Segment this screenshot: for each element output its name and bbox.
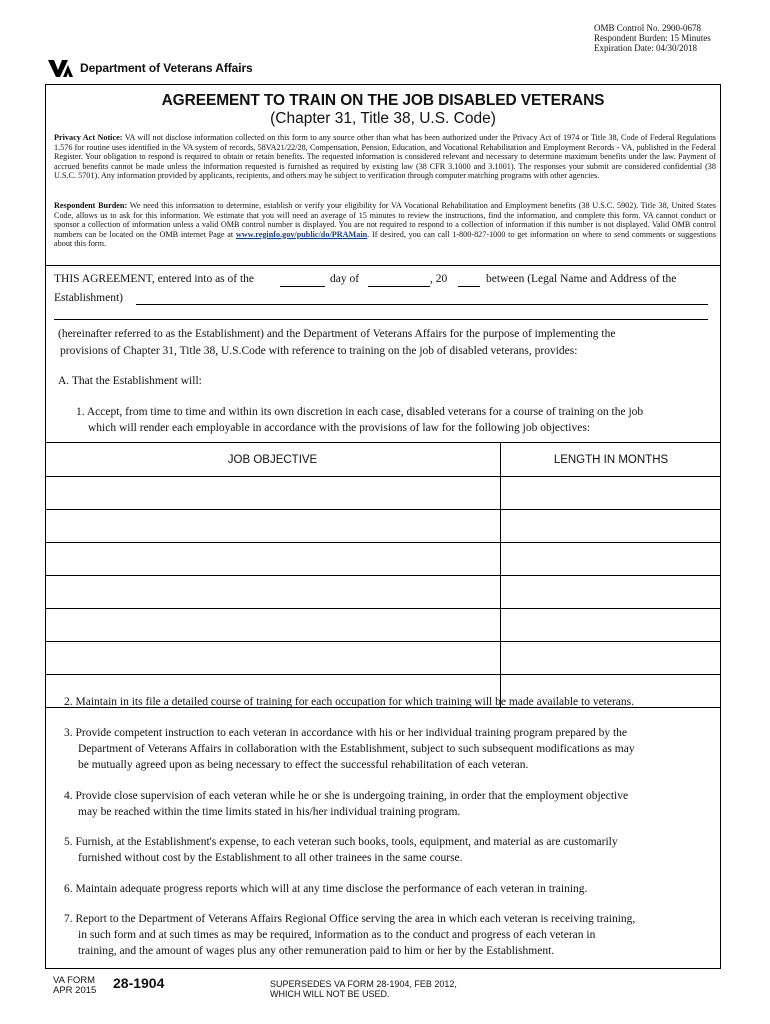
burden-text-2: . If desired, you can call 1-800-827-1000 to get information on where to send comments or suggestions about this form.	[54, 229, 716, 248]
hereinafter-line-1: (hereinafter referred to as the Establishment) and the Department of Veterans Affairs for the purpose of implementing the	[58, 328, 616, 340]
agreement-intro: THIS AGREEMENT, entered into as of the	[54, 273, 255, 285]
respondent-burden-notice	[54, 201, 716, 249]
item-1-line-2: which will render each employable in accordance with the provisions of law for the following job objectives:	[88, 422, 591, 434]
column-length-in-months: LENGTH IN MONTHS	[501, 443, 722, 477]
form-subtitle: (Chapter 31, Title 38, U.S. Code)	[270, 110, 496, 127]
item-1-line-1: 1. Accept, from time to time and within its own discretion in each case, disabled veterans for a course of training on the job	[76, 406, 644, 418]
divider	[45, 265, 721, 266]
item-3-line-2: Department of Veterans Affairs in collaboration with the Establishment, subject to such subsequent modifications as may	[78, 743, 635, 755]
day-field[interactable]	[280, 286, 325, 287]
job-objective-cell[interactable]	[45, 543, 501, 576]
item-2: 2. Maintain in its file a detailed course of training for each occupation for which training will be made available to veterans.	[64, 696, 635, 708]
length-cell[interactable]	[501, 609, 722, 642]
item-6: 6. Maintain adequate progress reports which will at any time disclose the performance of each veteran in training.	[64, 883, 588, 895]
privacy-label: Privacy Act Notice:	[54, 133, 123, 142]
table-row	[45, 642, 721, 675]
form-title: AGREEMENT TO TRAIN ON THE JOB DISABLED VETERANS	[161, 92, 605, 109]
job-objective-cell[interactable]	[45, 609, 501, 642]
table-row	[45, 477, 721, 510]
section-a-heading: A. That the Establishment will:	[58, 375, 202, 387]
supersedes-notice	[270, 979, 457, 999]
footer-form-label	[53, 976, 96, 996]
hereinafter-line-2: provisions of Chapter 31, Title 38, U.S.Code with reference to training on the job of disabled veterans, provides:	[60, 345, 578, 357]
length-cell[interactable]	[501, 543, 722, 576]
length-cell[interactable]	[501, 510, 722, 543]
job-objective-table	[45, 442, 721, 708]
expiration-date: Expiration Date: 04/30/2018	[594, 43, 697, 53]
va-form-label: VA FORM	[53, 975, 96, 986]
item-7-line-2: in such form and at such times as may be required, information as to the conduct and progress of each veteran in	[78, 929, 596, 941]
job-objective-cell[interactable]	[45, 576, 501, 609]
length-cell[interactable]	[501, 477, 722, 510]
job-objective-cell[interactable]	[45, 642, 501, 675]
establishment-label: Establishment)	[54, 292, 123, 304]
table-row	[45, 510, 721, 543]
item-3-line-1: 3. Provide competent instruction to each veteran in accordance with his or her individual training program prepared by the	[64, 727, 627, 739]
omb-info	[594, 23, 711, 53]
table-row	[45, 609, 721, 642]
item-4-line-1: 4. Provide close supervision of each veteran while he or she is undergoing training, in order that the employment objective	[64, 790, 629, 802]
job-objective-cell[interactable]	[45, 510, 501, 543]
reginfo-link[interactable]: www.reginfo.gov/public/do/PRAMain	[235, 229, 368, 239]
privacy-act-notice	[54, 133, 716, 181]
establishment-address-field[interactable]	[54, 319, 708, 320]
va-logo	[47, 58, 253, 78]
item-5-line-1: 5. Furnish, at the Establishment's expense, to each veteran such books, tools, equipment, and material as are customarily	[64, 836, 618, 848]
va-seal-icon	[47, 58, 75, 78]
supersedes-line-2: WHICH WILL NOT BE USED.	[270, 989, 390, 999]
form-number: 28-1904	[113, 975, 165, 991]
burden-text-1: We need this information to determine, establish or verify your eligibility for VA Vocational Rehabilitation and Employment benefits (38 U.S.C. 5902). Title 38, United States Code, allows us to ask for this information. We estimate that you will need an average of 15 minutes to review the instructions, find the information, and complete this form. VA cannot conduct or sponsor a collection of information unless a valid OMB control number is displayed. You are not required to respond to a collection of information if this number is not displayed. Valid OMB control numbers can be located on the OMB internet Page at	[54, 201, 716, 239]
establishment-name-field[interactable]	[136, 304, 708, 305]
table-row	[45, 543, 721, 576]
omb-control-number: OMB Control No. 2900-0678	[594, 23, 702, 33]
length-cell[interactable]	[501, 576, 722, 609]
department-name: Department of Veterans Affairs	[80, 61, 253, 75]
form-date: APR 2015	[53, 985, 97, 996]
burden-label: Respondent Burden:	[54, 201, 128, 210]
column-job-objective: JOB OBJECTIVE	[45, 443, 501, 477]
item-3-line-3: be mutually agreed upon as being necessary to effect the successful rehabilitation of each veteran.	[78, 759, 529, 771]
item-7-line-1: 7. Report to the Department of Veterans Affairs Regional Office serving the area in which each veteran is receiving training,	[64, 913, 636, 925]
privacy-text: VA will not disclose information collected on this form to any source other than what has been authorized under the Privacy Act of 1974 or Title 38, Code of Federal Regulations 1.576 for routine uses identified in the VA system of records, 58VA21/22/28, Compensation, Pension, Education, and Vocational Rehabilitation and Employment Records - VA, published in the Federal Register. Your obligation to respond is required to obtain or retain benefits. The requested information is considered relevant and necessary to determine maximum benefits under the law. Payment of accrued benefits cannot be made unless the information requested is furnished as required by existing law (38 CFR 3.1000 and 3.1001). The responses your submit are considered confidential (38 U.S.C. 5701). Any information provided by applicants, recipients, and others may be subject to verification through computer matching programs with other agencies.	[54, 133, 716, 180]
respondent-burden: Respondent Burden: 15 Minutes	[594, 33, 711, 43]
item-7-line-3: training, and the amount of wages plus any other remuneration paid to him or her by the Establishment.	[78, 945, 555, 957]
supersedes-line-1: SUPERSEDES VA FORM 28-1904, FEB 2012,	[270, 979, 457, 989]
year-prefix: , 20	[430, 273, 448, 285]
day-of-label: day of	[330, 273, 360, 285]
item-5-line-2: furnished without cost by the Establishment to all other trainees in the same course.	[78, 852, 463, 864]
between-label: between (Legal Name and Address of the	[486, 273, 677, 285]
year-field[interactable]	[458, 286, 480, 287]
month-field[interactable]	[368, 286, 430, 287]
job-objective-cell[interactable]	[45, 477, 501, 510]
length-cell[interactable]	[501, 642, 722, 675]
item-4-line-2: may be reached within the time limits stated in his/her individual training program.	[78, 806, 461, 818]
table-row	[45, 576, 721, 609]
